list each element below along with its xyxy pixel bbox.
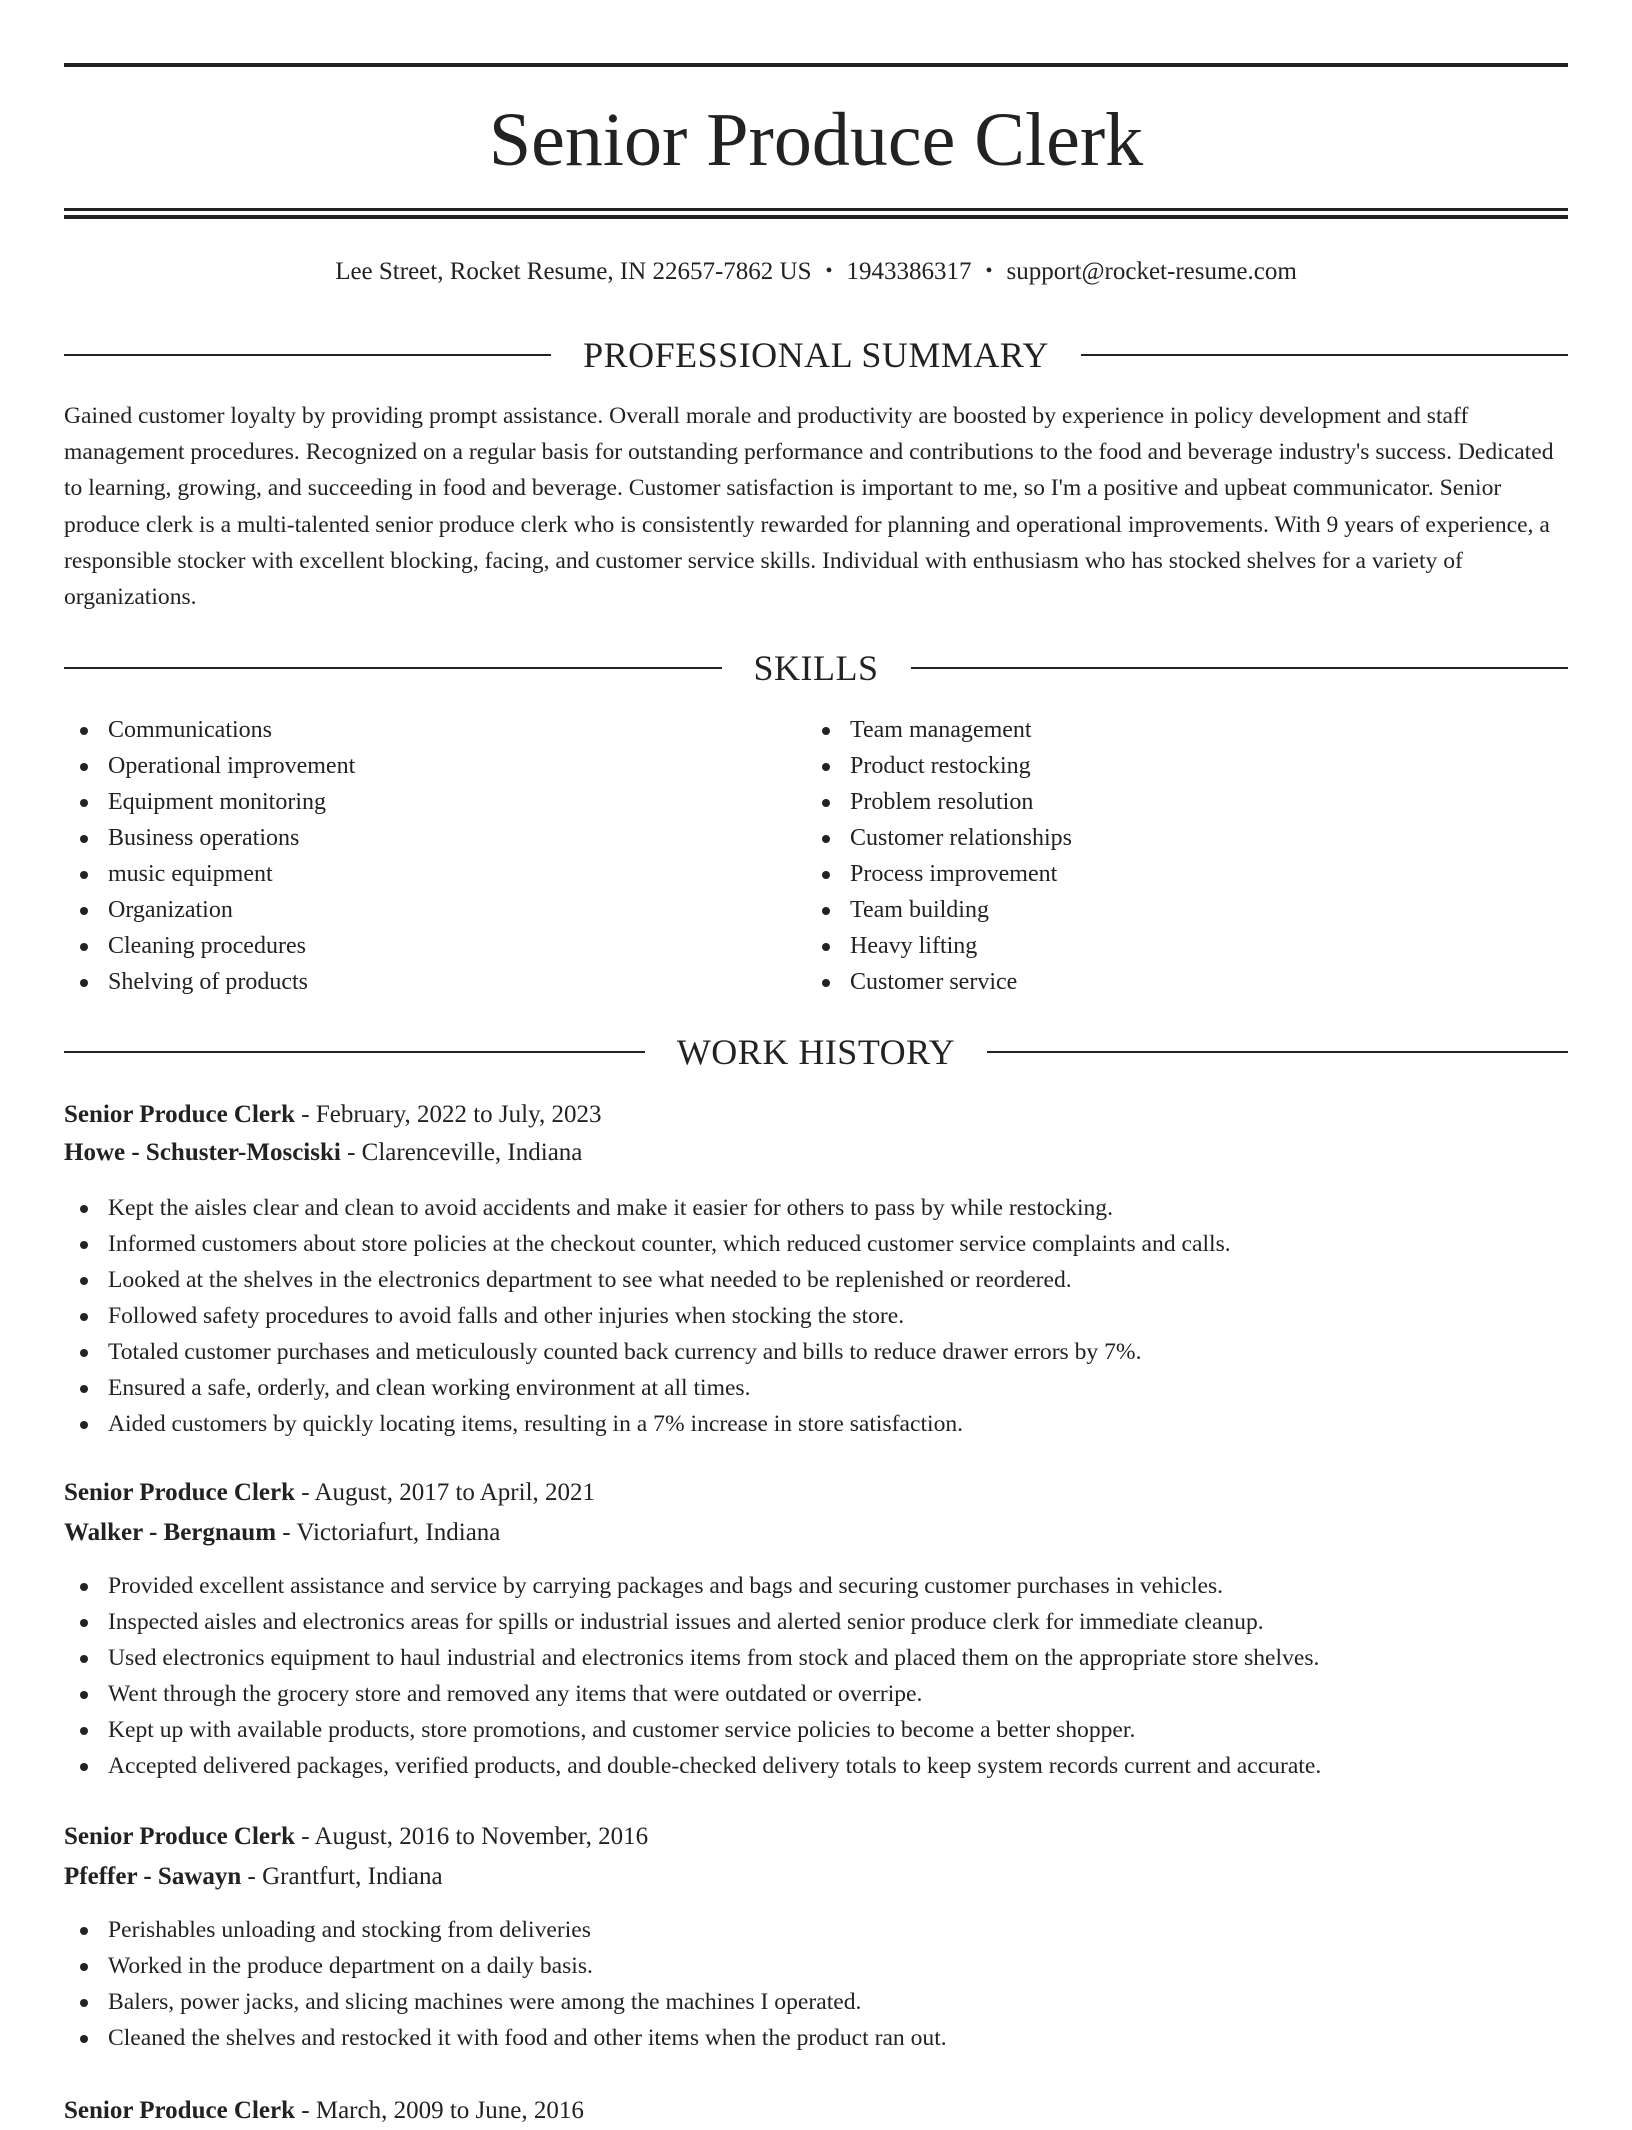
- title-rule-lower: [64, 215, 1568, 219]
- skill-item: Product restocking: [806, 748, 1546, 784]
- job-bullet: Informed customers about store policies at the checkout counter, which reduced customer service complaints and calls.: [64, 1226, 1568, 1262]
- job-bullets: [64, 1568, 1568, 1784]
- job-location: - Grantfurt, Indiana: [241, 1863, 443, 1890]
- contact-separator: •: [985, 260, 993, 282]
- skill-item: Shelving of products: [64, 964, 804, 1000]
- job-bullet: Totaled customer purchases and meticulously counted back currency and bills to reduce drawer errors by 7%.: [64, 1334, 1568, 1370]
- skills-left-column: [64, 712, 804, 1000]
- job-bullet: Perishables unloading and stocking from deliveries: [64, 1912, 1568, 1948]
- contact-email: support@rocket-resume.com: [1006, 258, 1297, 285]
- contact-separator: •: [825, 260, 833, 282]
- job-company-line: [64, 1514, 1568, 1552]
- job-dates: - March, 2009 to June, 2016: [295, 2097, 584, 2124]
- job-bullet: Looked at the shelves in the electronics department to see what needed to be replenished or reordered.: [64, 1262, 1568, 1298]
- skill-item: Problem resolution: [806, 784, 1546, 820]
- work-history-heading: [64, 1030, 1568, 1074]
- job-bullet: Used electronics equipment to haul industrial and electronics items from stock and placed them on the appropriate store shelves.: [64, 1640, 1568, 1676]
- job-title: Senior Produce Clerk: [64, 2097, 296, 2124]
- job-bullet: Worked in the produce department on a daily basis.: [64, 1948, 1568, 1984]
- skill-item: Cleaning procedures: [64, 928, 804, 964]
- job-bullet: Accepted delivered packages, verified products, and double-checked delivery totals to keep system records current and accurate.: [64, 1748, 1568, 1784]
- skill-item: Heavy lifting: [806, 928, 1546, 964]
- top-rule: [64, 63, 1568, 67]
- job-dates: - February, 2022 to July, 2023: [295, 1101, 602, 1128]
- job-title: Senior Produce Clerk: [64, 1479, 296, 1506]
- job-bullet: Aided customers by quickly locating items, resulting in a 7% increase in store satisfaction.: [64, 1406, 1568, 1442]
- job-location: - Victoriafurt, Indiana: [276, 1519, 501, 1546]
- job-company: Pfeffer - Sawayn: [64, 1863, 242, 1890]
- contact-phone: 1943386317: [846, 258, 972, 285]
- skills-right-column: [806, 712, 1546, 1000]
- job-dates: - August, 2017 to April, 2021: [295, 1479, 596, 1506]
- heading-rule: [64, 667, 722, 669]
- job-location: - Clarenceville, Indiana: [340, 1139, 583, 1166]
- job-bullet: Kept up with available products, store promotions, and customer service policies to become a better shopper.: [64, 1712, 1568, 1748]
- job-bullet: Balers, power jacks, and slicing machines were among the machines I operated.: [64, 1984, 1568, 2020]
- job-title: Senior Produce Clerk: [64, 1101, 296, 1128]
- skill-item: music equipment: [64, 856, 804, 892]
- summary-heading: [64, 333, 1568, 377]
- skill-item: Operational improvement: [64, 748, 804, 784]
- skills-heading: [64, 646, 1568, 690]
- skill-item: Process improvement: [806, 856, 1546, 892]
- skill-item: Team building: [806, 892, 1546, 928]
- job-title-line: [64, 2092, 1568, 2130]
- contact-line: [64, 254, 1568, 289]
- skill-item: Communications: [64, 712, 804, 748]
- job-bullet: Cleaned the shelves and restocked it with food and other items when the product ran out.: [64, 2020, 1568, 2056]
- job-bullet: Inspected aisles and electronics areas for spills or industrial issues and alerted senior produce clerk for immediate cleanup.: [64, 1604, 1568, 1640]
- skill-item: Customer service: [806, 964, 1546, 1000]
- job-company-line: [64, 1134, 1568, 1172]
- job-company: Howe - Schuster-Mosciski: [64, 1139, 341, 1166]
- job-bullet: Provided excellent assistance and service by carrying packages and bags and securing customer purchases in vehicles.: [64, 1568, 1568, 1604]
- section-title: SKILLS: [753, 648, 879, 688]
- job-bullet: Followed safety procedures to avoid falls and other injuries when stocking the store.: [64, 1298, 1568, 1334]
- job-title-line: [64, 1096, 1568, 1134]
- job-bullet: Kept the aisles clear and clean to avoid accidents and make it easier for others to pass by while restocking.: [64, 1190, 1568, 1226]
- skill-item: Customer relationships: [806, 820, 1546, 856]
- job-bullet: Went through the grocery store and removed any items that were outdated or overripe.: [64, 1676, 1568, 1712]
- job-company: Walker - Bergnaum: [64, 1519, 277, 1546]
- job-title-line: [64, 1818, 1568, 1856]
- heading-rule: [1081, 354, 1568, 356]
- skill-item: Equipment monitoring: [64, 784, 804, 820]
- heading-rule: [911, 667, 1569, 669]
- job-company-line: [64, 1858, 1568, 1896]
- contact-address: Lee Street, Rocket Resume, IN 22657-7862 US: [335, 258, 812, 285]
- job-dates: - August, 2016 to November, 2016: [295, 1823, 649, 1850]
- job-title-line: [64, 1474, 1568, 1512]
- job-bullets: [64, 1912, 1568, 2056]
- skill-item: Organization: [64, 892, 804, 928]
- page-title: Senior Produce Clerk: [488, 98, 1144, 182]
- skill-item: Business operations: [64, 820, 804, 856]
- section-title: PROFESSIONAL SUMMARY: [583, 335, 1049, 375]
- section-title: WORK HISTORY: [676, 1032, 956, 1072]
- job-bullets: [64, 1190, 1568, 1442]
- heading-rule: [64, 354, 551, 356]
- heading-rule: [64, 1051, 645, 1053]
- job-title: Senior Produce Clerk: [64, 1823, 296, 1850]
- heading-rule: [987, 1051, 1568, 1053]
- summary-text: Gained customer loyalty by providing prompt assistance. Overall morale and productivity are boosted by experience in policy development and staff management procedures. Recognized on a regular basis for outstanding performance and contributions to the food and beverage industry's success. Dedicated to learning, growing, and succeeding in food and beverage. Customer satisfaction is important to me, so I'm a positive and upbeat communicator. Senior produce clerk is a multi-talented senior produce clerk who is consistently rewarded for planning and operational improvements. With 9 years of experience, a responsible stocker with excellent blocking, facing, and customer service skills. Individual with enthusiasm who has stocked shelves for a variety of organizations.: [64, 403, 1554, 611]
- job-bullet: Ensured a safe, orderly, and clean working environment at all times.: [64, 1370, 1568, 1406]
- skill-item: Team management: [806, 712, 1546, 748]
- title-rule-upper: [64, 208, 1568, 211]
